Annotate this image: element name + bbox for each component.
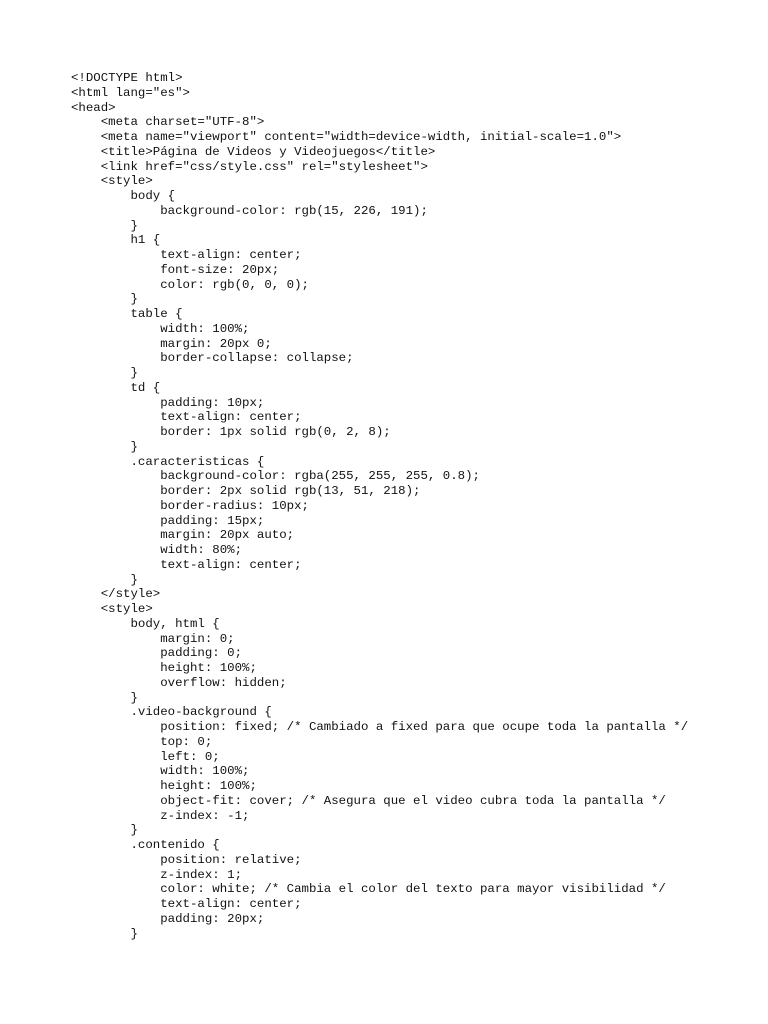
code-line: object-fit: cover; /* Asegura que el video cubra toda la pantalla */ — [71, 793, 666, 808]
code-line: body { — [71, 189, 176, 203]
code-line: top: 0; — [71, 734, 213, 749]
code-line: position: fixed; /* Cambiado a fixed para que ocupe toda la pantalla */ — [71, 720, 689, 734]
code-line: <meta name="viewport" content="width=device-width, initial-scale=1.0"> — [71, 130, 622, 144]
code-line: body, html { — [71, 616, 220, 631]
code-line: } — [71, 366, 138, 380]
code-line: padding: 0; — [71, 646, 243, 661]
code-line: text-align: center; — [71, 897, 302, 911]
code-line: table { — [71, 307, 183, 321]
code-line: <title>Página de Videos y Videojuegos</title> — [71, 144, 436, 159]
code-line: width: 80%; — [71, 543, 243, 557]
code-line: } — [71, 823, 138, 838]
code-line: </style> — [71, 587, 161, 602]
code-line: width: 100%; — [71, 764, 250, 779]
code-line: color: rgb(0, 0, 0); — [71, 277, 309, 292]
code-line: background-color: rgb(15, 226, 191); — [71, 203, 428, 218]
code-line: border-collapse: collapse; — [71, 351, 354, 366]
code-line: border: 2px solid rgb(13, 51, 218); — [71, 484, 421, 498]
code-line: <head> — [71, 100, 116, 115]
code-line: .caracteristicas { — [71, 454, 265, 469]
code-line: } — [71, 439, 138, 454]
code-line: .video-background { — [71, 705, 272, 720]
code-line: font-size: 20px; — [71, 262, 280, 277]
code-line: width: 100%; — [71, 321, 250, 336]
code-line: text-align: center; — [71, 557, 302, 572]
code-line: <style> — [71, 602, 153, 616]
code-line: } — [71, 926, 138, 941]
code-line: left: 0; — [71, 749, 220, 764]
code-line: margin: 20px auto; — [71, 528, 295, 543]
code-line: .contenido { — [71, 838, 220, 852]
code-line: height: 100%; — [71, 661, 257, 675]
code-line: z-index: -1; — [71, 808, 250, 823]
code-line: <style> — [71, 174, 153, 189]
code-line: padding: 20px; — [71, 911, 265, 926]
code-line: <link href="css/style.css" rel="stylesheet"> — [71, 159, 428, 174]
code-line: } — [71, 292, 138, 307]
code-line: } — [71, 218, 138, 233]
code-line: td { — [71, 380, 161, 395]
code-line: height: 100%; — [71, 779, 257, 793]
code-line: border: 1px solid rgb(0, 2, 8); — [71, 425, 391, 439]
code-line: padding: 15px; — [71, 513, 265, 528]
code-line: margin: 0; — [71, 631, 235, 646]
code-line: border-radius: 10px; — [71, 498, 309, 513]
code-block — [71, 71, 688, 941]
code-line: <html lang="es"> — [71, 85, 190, 100]
code-line: margin: 20px 0; — [71, 336, 272, 351]
code-line: <!DOCTYPE html> — [71, 71, 183, 85]
code-line: } — [71, 572, 138, 587]
code-line: color: white; /* Cambia el color del texto para mayor visibilidad */ — [71, 882, 666, 897]
code-line: padding: 10px; — [71, 395, 265, 410]
code-line: overflow: hidden; — [71, 675, 287, 690]
code-line: h1 { — [71, 233, 161, 248]
code-line: z-index: 1; — [71, 867, 243, 882]
code-line: text-align: center; — [71, 410, 302, 425]
code-line: text-align: center; — [71, 248, 302, 262]
code-line: position: relative; — [71, 852, 302, 867]
code-line: } — [71, 690, 138, 705]
code-line: <meta charset="UTF-8"> — [71, 115, 265, 130]
code-line: background-color: rgba(255, 255, 255, 0.8); — [71, 469, 480, 484]
